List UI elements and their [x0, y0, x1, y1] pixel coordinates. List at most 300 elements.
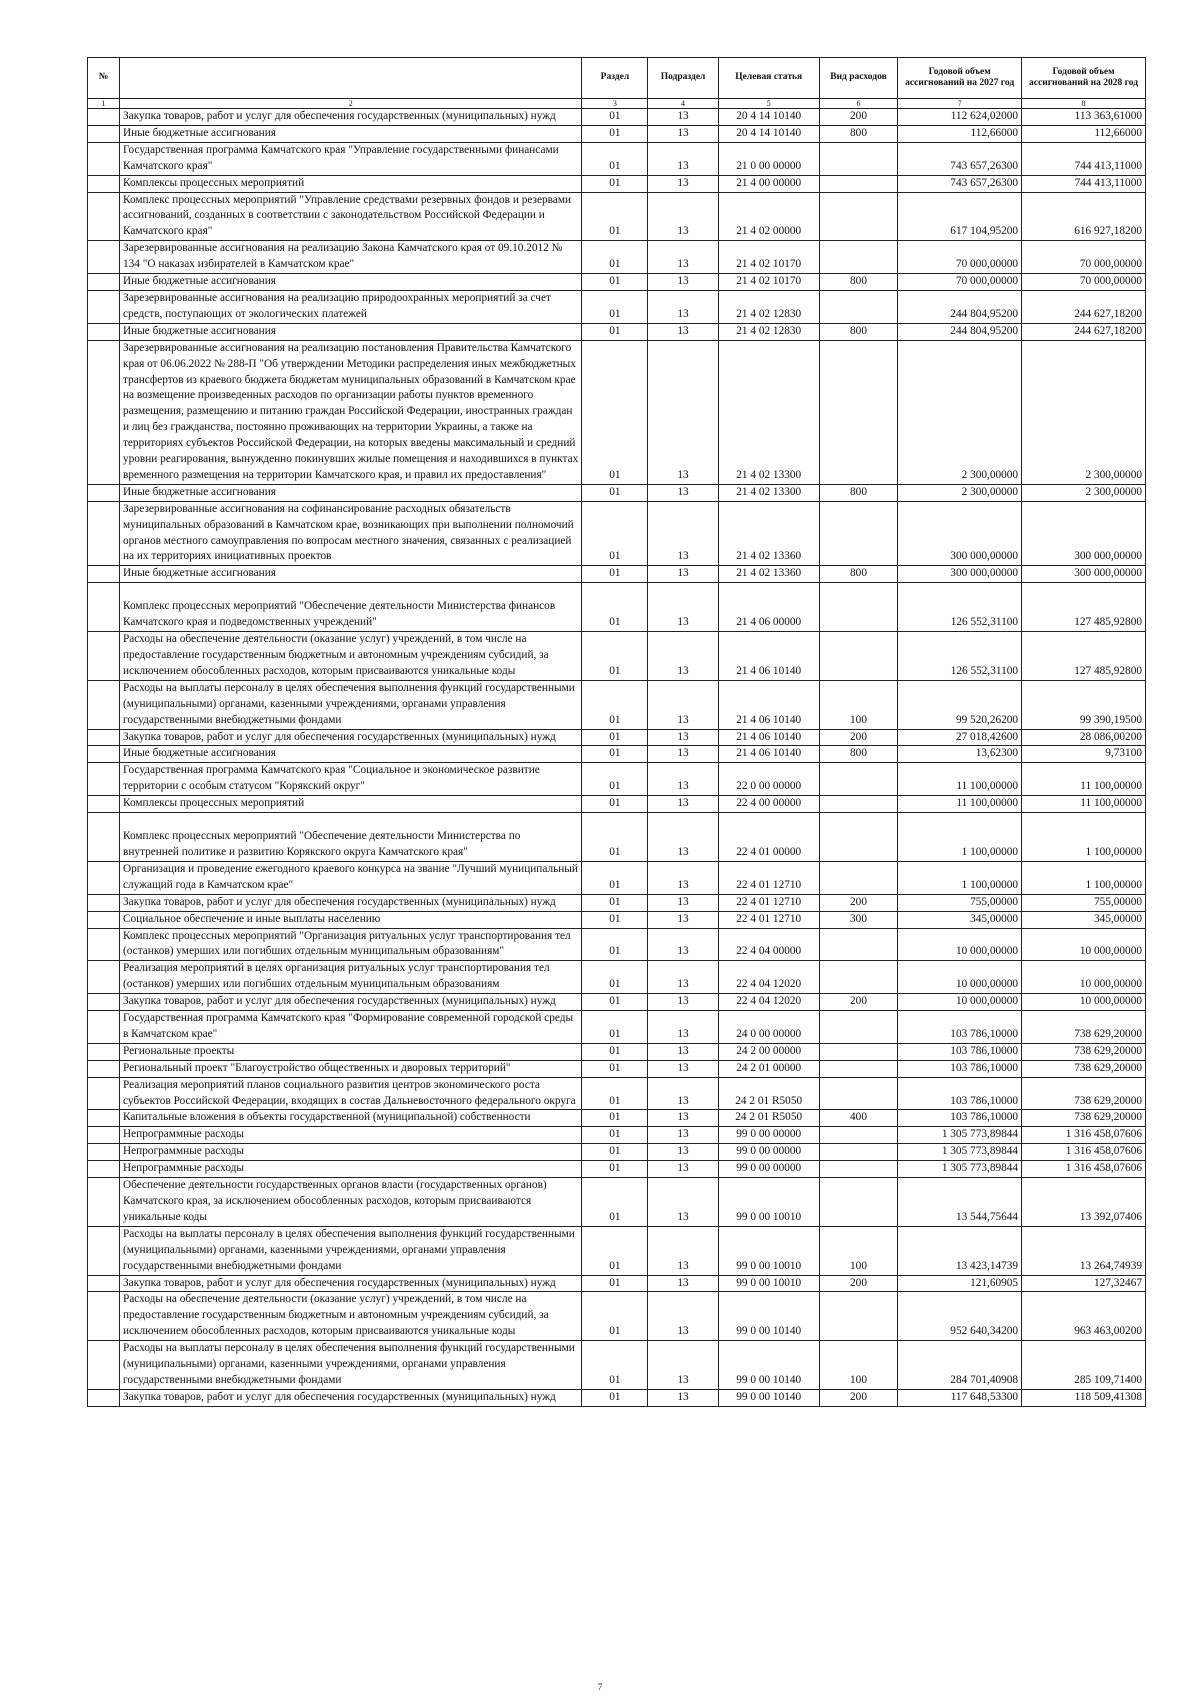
target-cell: 99 0 00 10140	[718, 1292, 819, 1341]
target-cell: 21 4 06 00000	[718, 583, 819, 632]
expense-type-cell: 400	[819, 1110, 897, 1127]
razdel-cell: 01	[582, 1178, 648, 1227]
amount-2027-cell: 121,60905	[898, 1275, 1022, 1292]
target-cell: 20 4 14 10140	[718, 109, 819, 126]
no-cell	[88, 192, 120, 241]
amount-2028-cell: 99 390,19500	[1022, 680, 1146, 729]
expense-type-cell	[819, 175, 897, 192]
podrazdel-cell: 13	[648, 175, 718, 192]
expense-type-cell: 200	[819, 109, 897, 126]
podrazdel-cell: 13	[648, 290, 718, 323]
name-cell: Региональный проект "Благоустройство общественных и дворовых территорий"	[119, 1060, 581, 1077]
no-cell	[88, 894, 120, 911]
amount-2027-cell: 11 100,00000	[898, 763, 1022, 796]
podrazdel-cell: 13	[648, 911, 718, 928]
amount-2028-cell: 1 316 458,07606	[1022, 1161, 1146, 1178]
target-cell: 22 4 04 00000	[718, 928, 819, 961]
expense-type-cell	[819, 796, 897, 813]
no-cell	[88, 1144, 120, 1161]
col-number: 6	[819, 99, 897, 109]
amount-2027-cell: 70 000,00000	[898, 274, 1022, 291]
table-row	[88, 274, 1146, 291]
no-cell	[88, 763, 120, 796]
table-row	[88, 1292, 1146, 1341]
expense-type-cell: 200	[819, 729, 897, 746]
amount-2027-cell: 300 000,00000	[898, 501, 1022, 566]
name-cell: Иные бюджетные ассигнования	[119, 125, 581, 142]
razdel-cell: 01	[582, 1341, 648, 1390]
expense-type-cell	[819, 1060, 897, 1077]
razdel-cell: 01	[582, 1077, 648, 1110]
target-cell: 21 4 02 13360	[718, 501, 819, 566]
razdel-cell: 01	[582, 125, 648, 142]
amount-2028-cell: 13 392,07406	[1022, 1178, 1146, 1227]
amount-2027-cell: 112 624,02000	[898, 109, 1022, 126]
expense-type-cell: 800	[819, 746, 897, 763]
razdel-cell: 01	[582, 729, 648, 746]
amount-2028-cell: 738 629,20000	[1022, 1060, 1146, 1077]
razdel-cell: 01	[582, 501, 648, 566]
expense-type-cell	[819, 142, 897, 175]
table-row	[88, 928, 1146, 961]
table-row	[88, 1226, 1146, 1275]
no-cell	[88, 1275, 120, 1292]
expense-type-cell	[819, 1144, 897, 1161]
no-cell	[88, 125, 120, 142]
razdel-cell: 01	[582, 1226, 648, 1275]
razdel-cell: 01	[582, 894, 648, 911]
target-cell: 22 4 01 00000	[718, 813, 819, 862]
target-cell: 21 4 06 10140	[718, 680, 819, 729]
amount-2027-cell: 11 100,00000	[898, 796, 1022, 813]
amount-2027-cell: 10 000,00000	[898, 928, 1022, 961]
razdel-cell: 01	[582, 911, 648, 928]
amount-2027-cell: 755,00000	[898, 894, 1022, 911]
amount-2027-cell: 10 000,00000	[898, 994, 1022, 1011]
razdel-cell: 01	[582, 1110, 648, 1127]
amount-2028-cell: 300 000,00000	[1022, 566, 1146, 583]
name-cell: Закупка товаров, работ и услуг для обеспечения государственных (муниципальных) нужд	[119, 109, 581, 126]
podrazdel-cell: 13	[648, 241, 718, 274]
table-row	[88, 1161, 1146, 1178]
podrazdel-cell: 13	[648, 961, 718, 994]
target-cell: 99 0 00 00000	[718, 1161, 819, 1178]
target-cell: 21 4 06 10140	[718, 729, 819, 746]
amount-2028-cell: 112,66000	[1022, 125, 1146, 142]
amount-2028-cell: 28 086,00200	[1022, 729, 1146, 746]
amount-2028-cell: 9,73100	[1022, 746, 1146, 763]
podrazdel-cell: 13	[648, 861, 718, 894]
amount-2027-cell: 103 786,10000	[898, 1077, 1022, 1110]
name-cell: Иные бюджетные ассигнования	[119, 746, 581, 763]
amount-2028-cell: 10 000,00000	[1022, 928, 1146, 961]
amount-2027-cell: 244 804,95200	[898, 290, 1022, 323]
expense-type-cell	[819, 1043, 897, 1060]
podrazdel-cell: 13	[648, 632, 718, 681]
table-row	[88, 1144, 1146, 1161]
target-cell: 99 0 00 00000	[718, 1144, 819, 1161]
no-cell	[88, 632, 120, 681]
no-cell	[88, 142, 120, 175]
no-cell	[88, 928, 120, 961]
name-cell: Комплексы процессных мероприятий	[119, 796, 581, 813]
razdel-cell: 01	[582, 994, 648, 1011]
expense-type-cell	[819, 1127, 897, 1144]
name-cell: Комплексы процессных мероприятий	[119, 175, 581, 192]
target-cell: 21 4 02 12830	[718, 290, 819, 323]
name-cell: Зарезервированные ассигнования на софинансирование расходных обязательств муниципальных образований в Камчатском крае, возникающих при выполнении полномочий органов местного самоуправления по вопросам местного значения, связанных с реализацией на их территориях инициативных проектов	[119, 501, 581, 566]
no-cell	[88, 1077, 120, 1110]
amount-2027-cell: 10 000,00000	[898, 961, 1022, 994]
podrazdel-cell: 13	[648, 1011, 718, 1044]
podrazdel-cell: 13	[648, 501, 718, 566]
amount-2028-cell: 1 100,00000	[1022, 861, 1146, 894]
expense-type-cell: 800	[819, 125, 897, 142]
table-row	[88, 763, 1146, 796]
table-row	[88, 125, 1146, 142]
header-target: Целевая статья	[718, 58, 819, 99]
podrazdel-cell: 13	[648, 1161, 718, 1178]
table-row	[88, 813, 1146, 862]
amount-2028-cell: 70 000,00000	[1022, 241, 1146, 274]
target-cell: 21 4 02 13300	[718, 340, 819, 484]
expense-type-cell	[819, 290, 897, 323]
podrazdel-cell: 13	[648, 1077, 718, 1110]
expense-type-cell	[819, 763, 897, 796]
amount-2027-cell: 617 104,95200	[898, 192, 1022, 241]
table-row	[88, 1389, 1146, 1406]
header-row	[88, 58, 1146, 99]
amount-2028-cell: 738 629,20000	[1022, 1110, 1146, 1127]
target-cell: 24 2 00 00000	[718, 1043, 819, 1060]
expense-type-cell	[819, 1161, 897, 1178]
expense-type-cell	[819, 861, 897, 894]
no-cell	[88, 729, 120, 746]
table-row	[88, 175, 1146, 192]
name-cell: Непрограммные расходы	[119, 1161, 581, 1178]
expense-type-cell	[819, 961, 897, 994]
table-row	[88, 1011, 1146, 1044]
col-number: 1	[88, 99, 120, 109]
name-cell: Зарезервированные ассигнования на реализацию Закона Камчатского края от 09.10.2012 № 134 "О наказах избирателей в Камчатском крае"	[119, 241, 581, 274]
podrazdel-cell: 13	[648, 1275, 718, 1292]
expense-type-cell: 800	[819, 484, 897, 501]
table-row	[88, 323, 1146, 340]
table-row	[88, 241, 1146, 274]
podrazdel-cell: 13	[648, 484, 718, 501]
name-cell: Иные бюджетные ассигнования	[119, 566, 581, 583]
name-cell: Закупка товаров, работ и услуг для обеспечения государственных (муниципальных) нужд	[119, 1389, 581, 1406]
no-cell	[88, 1389, 120, 1406]
name-cell: Закупка товаров, работ и услуг для обеспечения государственных (муниципальных) нужд	[119, 894, 581, 911]
table-row	[88, 796, 1146, 813]
no-cell	[88, 994, 120, 1011]
amount-2027-cell: 126 552,31100	[898, 632, 1022, 681]
podrazdel-cell: 13	[648, 796, 718, 813]
podrazdel-cell: 13	[648, 1389, 718, 1406]
razdel-cell: 01	[582, 1011, 648, 1044]
table-row	[88, 109, 1146, 126]
target-cell: 22 4 04 12020	[718, 994, 819, 1011]
name-cell: Закупка товаров, работ и услуг для обеспечения государственных (муниципальных) нужд	[119, 729, 581, 746]
name-cell: Расходы на выплаты персоналу в целях обеспечения выполнения функций государственными (муниципальными) органами, казенными учреждениями, органами управления государственными внебюджетными фондами	[119, 1226, 581, 1275]
razdel-cell: 01	[582, 961, 648, 994]
amount-2028-cell: 13 264,74939	[1022, 1226, 1146, 1275]
razdel-cell: 01	[582, 1292, 648, 1341]
name-cell: Реализация мероприятий в целях организация ритуальных услуг транспортирования тел (останков) умерших или погибших отдельным муниципальным образованиям	[119, 961, 581, 994]
expense-type-cell: 100	[819, 680, 897, 729]
table-row	[88, 340, 1146, 484]
name-cell: Комплекс процессных мероприятий "Обеспечение деятельности Министерства по внутренней политике и развитию Корякского округа Камчатского края"	[119, 813, 581, 862]
no-cell	[88, 340, 120, 484]
target-cell: 99 0 00 10140	[718, 1389, 819, 1406]
target-cell: 20 4 14 10140	[718, 125, 819, 142]
col-number: 8	[1022, 99, 1146, 109]
table-row	[88, 1110, 1146, 1127]
col-number: 5	[718, 99, 819, 109]
podrazdel-cell: 13	[648, 125, 718, 142]
budget-table	[87, 57, 1146, 1407]
amount-2028-cell: 744 413,11000	[1022, 142, 1146, 175]
table-row	[88, 290, 1146, 323]
amount-2027-cell: 13,62300	[898, 746, 1022, 763]
header-2028: Годовой объем ассигнований на 2028 год	[1022, 58, 1146, 99]
header-no: №	[88, 58, 120, 99]
name-cell: Комплекс процессных мероприятий "Управление средствами резервных фондов и резервами ассигнований, созданных в соответствии с законодательством Российской Федерации и Камчатского края"	[119, 192, 581, 241]
expense-type-cell: 800	[819, 274, 897, 291]
razdel-cell: 01	[582, 1127, 648, 1144]
col-number: 2	[119, 99, 581, 109]
amount-2027-cell: 13 423,14739	[898, 1226, 1022, 1275]
amount-2028-cell: 738 629,20000	[1022, 1011, 1146, 1044]
amount-2028-cell: 118 509,41308	[1022, 1389, 1146, 1406]
amount-2028-cell: 285 109,71400	[1022, 1341, 1146, 1390]
amount-2028-cell: 1 100,00000	[1022, 813, 1146, 862]
amount-2028-cell: 127,32467	[1022, 1275, 1146, 1292]
razdel-cell: 01	[582, 1144, 648, 1161]
name-cell: Непрограммные расходы	[119, 1127, 581, 1144]
amount-2028-cell: 127 485,92800	[1022, 632, 1146, 681]
amount-2027-cell: 103 786,10000	[898, 1110, 1022, 1127]
amount-2027-cell: 952 640,34200	[898, 1292, 1022, 1341]
razdel-cell: 01	[582, 484, 648, 501]
no-cell	[88, 1341, 120, 1390]
amount-2028-cell: 738 629,20000	[1022, 1043, 1146, 1060]
table-row	[88, 583, 1146, 632]
podrazdel-cell: 13	[648, 1226, 718, 1275]
podrazdel-cell: 13	[648, 763, 718, 796]
amount-2028-cell: 11 100,00000	[1022, 763, 1146, 796]
header-razdel: Раздел	[582, 58, 648, 99]
amount-2028-cell: 244 627,18200	[1022, 323, 1146, 340]
name-cell: Организация и проведение ежегодного краевого конкурса на звание "Лучший муниципальный служащий года в Камчатском крае"	[119, 861, 581, 894]
podrazdel-cell: 13	[648, 813, 718, 862]
table-row	[88, 566, 1146, 583]
no-cell	[88, 680, 120, 729]
expense-type-cell	[819, 1292, 897, 1341]
target-cell: 21 4 02 10170	[718, 274, 819, 291]
no-cell	[88, 109, 120, 126]
name-cell: Комплекс процессных мероприятий "Организация ритуальных услуг транспортирования тел (останков) умерших или погибших отдельным муниципальным образованиям"	[119, 928, 581, 961]
no-cell	[88, 175, 120, 192]
razdel-cell: 01	[582, 241, 648, 274]
table-row	[88, 1127, 1146, 1144]
amount-2028-cell: 300 000,00000	[1022, 501, 1146, 566]
target-cell: 22 4 01 12710	[718, 861, 819, 894]
amount-2028-cell: 616 927,18200	[1022, 192, 1146, 241]
target-cell: 22 0 00 00000	[718, 763, 819, 796]
no-cell	[88, 1060, 120, 1077]
expense-type-cell: 100	[819, 1341, 897, 1390]
amount-2027-cell: 112,66000	[898, 125, 1022, 142]
razdel-cell: 01	[582, 632, 648, 681]
page-number: 7	[597, 1682, 603, 1692]
podrazdel-cell: 13	[648, 323, 718, 340]
header-podrazdel: Подраздел	[648, 58, 718, 99]
amount-2028-cell: 10 000,00000	[1022, 961, 1146, 994]
razdel-cell: 01	[582, 142, 648, 175]
no-cell	[88, 1178, 120, 1227]
no-cell	[88, 796, 120, 813]
podrazdel-cell: 13	[648, 583, 718, 632]
amount-2028-cell: 2 300,00000	[1022, 340, 1146, 484]
no-cell	[88, 484, 120, 501]
podrazdel-cell: 13	[648, 1178, 718, 1227]
amount-2027-cell: 1 305 773,89844	[898, 1144, 1022, 1161]
amount-2028-cell: 11 100,00000	[1022, 796, 1146, 813]
razdel-cell: 01	[582, 680, 648, 729]
expense-type-cell: 200	[819, 1389, 897, 1406]
target-cell: 24 2 01 R5050	[718, 1077, 819, 1110]
podrazdel-cell: 13	[648, 928, 718, 961]
podrazdel-cell: 13	[648, 894, 718, 911]
col-number: 7	[898, 99, 1022, 109]
name-cell: Реализация мероприятий планов социального развития центров экономического роста субъектов Российской Федерации, входящих в состав Дальневосточного федерального округа	[119, 1077, 581, 1110]
amount-2028-cell: 113 363,61000	[1022, 109, 1146, 126]
podrazdel-cell: 13	[648, 1060, 718, 1077]
razdel-cell: 01	[582, 175, 648, 192]
razdel-cell: 01	[582, 274, 648, 291]
podrazdel-cell: 13	[648, 1043, 718, 1060]
amount-2027-cell: 117 648,53300	[898, 1389, 1022, 1406]
no-cell	[88, 290, 120, 323]
expense-type-cell	[819, 813, 897, 862]
expense-type-cell	[819, 928, 897, 961]
no-cell	[88, 241, 120, 274]
expense-type-cell: 200	[819, 994, 897, 1011]
expense-type-cell	[819, 501, 897, 566]
table-row	[88, 1043, 1146, 1060]
no-cell	[88, 813, 120, 862]
podrazdel-cell: 13	[648, 1110, 718, 1127]
target-cell: 99 0 00 00000	[718, 1127, 819, 1144]
no-cell	[88, 961, 120, 994]
no-cell	[88, 1110, 120, 1127]
amount-2027-cell: 1 100,00000	[898, 861, 1022, 894]
expense-type-cell	[819, 1178, 897, 1227]
amount-2028-cell: 738 629,20000	[1022, 1077, 1146, 1110]
table-row	[88, 632, 1146, 681]
name-cell: Социальное обеспечение и иные выплаты населению	[119, 911, 581, 928]
name-cell: Расходы на обеспечение деятельности (оказание услуг) учреждений, в том числе на предоставление государственным бюджетным и автономным учреждениям субсидий, за исключением обособленных расходов, которым присваиваются уникальные коды	[119, 632, 581, 681]
no-cell	[88, 1011, 120, 1044]
table-row	[88, 994, 1146, 1011]
expense-type-cell: 200	[819, 1275, 897, 1292]
amount-2028-cell: 963 463,00200	[1022, 1292, 1146, 1341]
table-row	[88, 680, 1146, 729]
expense-type-cell	[819, 1077, 897, 1110]
table-row	[88, 1060, 1146, 1077]
no-cell	[88, 1161, 120, 1178]
table-row	[88, 729, 1146, 746]
target-cell: 99 0 00 10140	[718, 1341, 819, 1390]
amount-2028-cell: 244 627,18200	[1022, 290, 1146, 323]
target-cell: 24 0 00 00000	[718, 1011, 819, 1044]
amount-2028-cell: 345,00000	[1022, 911, 1146, 928]
expense-type-cell: 200	[819, 894, 897, 911]
target-cell: 21 4 06 10140	[718, 632, 819, 681]
amount-2027-cell: 13 544,75644	[898, 1178, 1022, 1227]
expense-type-cell	[819, 241, 897, 274]
amount-2027-cell: 103 786,10000	[898, 1043, 1022, 1060]
target-cell: 99 0 00 10010	[718, 1226, 819, 1275]
name-cell: Расходы на выплаты персоналу в целях обеспечения выполнения функций государственными (муниципальными) органами, казенными учреждениями, органами управления государственными внебюджетными фондами	[119, 680, 581, 729]
podrazdel-cell: 13	[648, 680, 718, 729]
amount-2027-cell: 1 305 773,89844	[898, 1127, 1022, 1144]
podrazdel-cell: 13	[648, 340, 718, 484]
amount-2027-cell: 99 520,26200	[898, 680, 1022, 729]
table-row	[88, 1077, 1146, 1110]
razdel-cell: 01	[582, 290, 648, 323]
amount-2027-cell: 743 657,26300	[898, 175, 1022, 192]
amount-2028-cell: 2 300,00000	[1022, 484, 1146, 501]
razdel-cell: 01	[582, 813, 648, 862]
no-cell	[88, 911, 120, 928]
target-cell: 21 4 02 13300	[718, 484, 819, 501]
podrazdel-cell: 13	[648, 746, 718, 763]
podrazdel-cell: 13	[648, 729, 718, 746]
no-cell	[88, 583, 120, 632]
name-cell: Иные бюджетные ассигнования	[119, 484, 581, 501]
table-row	[88, 1341, 1146, 1390]
amount-2027-cell: 284 701,40908	[898, 1341, 1022, 1390]
name-cell: Государственная программа Камчатского края "Управление государственными финансами Камчатского края"	[119, 142, 581, 175]
table-row	[88, 861, 1146, 894]
target-cell: 22 4 04 12020	[718, 961, 819, 994]
amount-2027-cell: 2 300,00000	[898, 484, 1022, 501]
razdel-cell: 01	[582, 763, 648, 796]
razdel-cell: 01	[582, 1161, 648, 1178]
amount-2027-cell: 300 000,00000	[898, 566, 1022, 583]
name-cell: Расходы на обеспечение деятельности (оказание услуг) учреждений, в том числе на предоставление государственным бюджетным и автономным учреждениям субсидий, за исключением обособленных расходов, которым присваиваются уникальные коды	[119, 1292, 581, 1341]
name-cell: Непрограммные расходы	[119, 1144, 581, 1161]
razdel-cell: 01	[582, 109, 648, 126]
table-row	[88, 746, 1146, 763]
target-cell: 99 0 00 10010	[718, 1275, 819, 1292]
razdel-cell: 01	[582, 1060, 648, 1077]
target-cell: 21 4 02 12830	[718, 323, 819, 340]
razdel-cell: 01	[582, 192, 648, 241]
target-cell: 24 2 01 R5050	[718, 1110, 819, 1127]
amount-2027-cell: 1 305 773,89844	[898, 1161, 1022, 1178]
razdel-cell: 01	[582, 746, 648, 763]
no-cell	[88, 501, 120, 566]
amount-2027-cell: 2 300,00000	[898, 340, 1022, 484]
no-cell	[88, 566, 120, 583]
expense-type-cell	[819, 1011, 897, 1044]
no-cell	[88, 746, 120, 763]
amount-2028-cell: 1 316 458,07606	[1022, 1127, 1146, 1144]
